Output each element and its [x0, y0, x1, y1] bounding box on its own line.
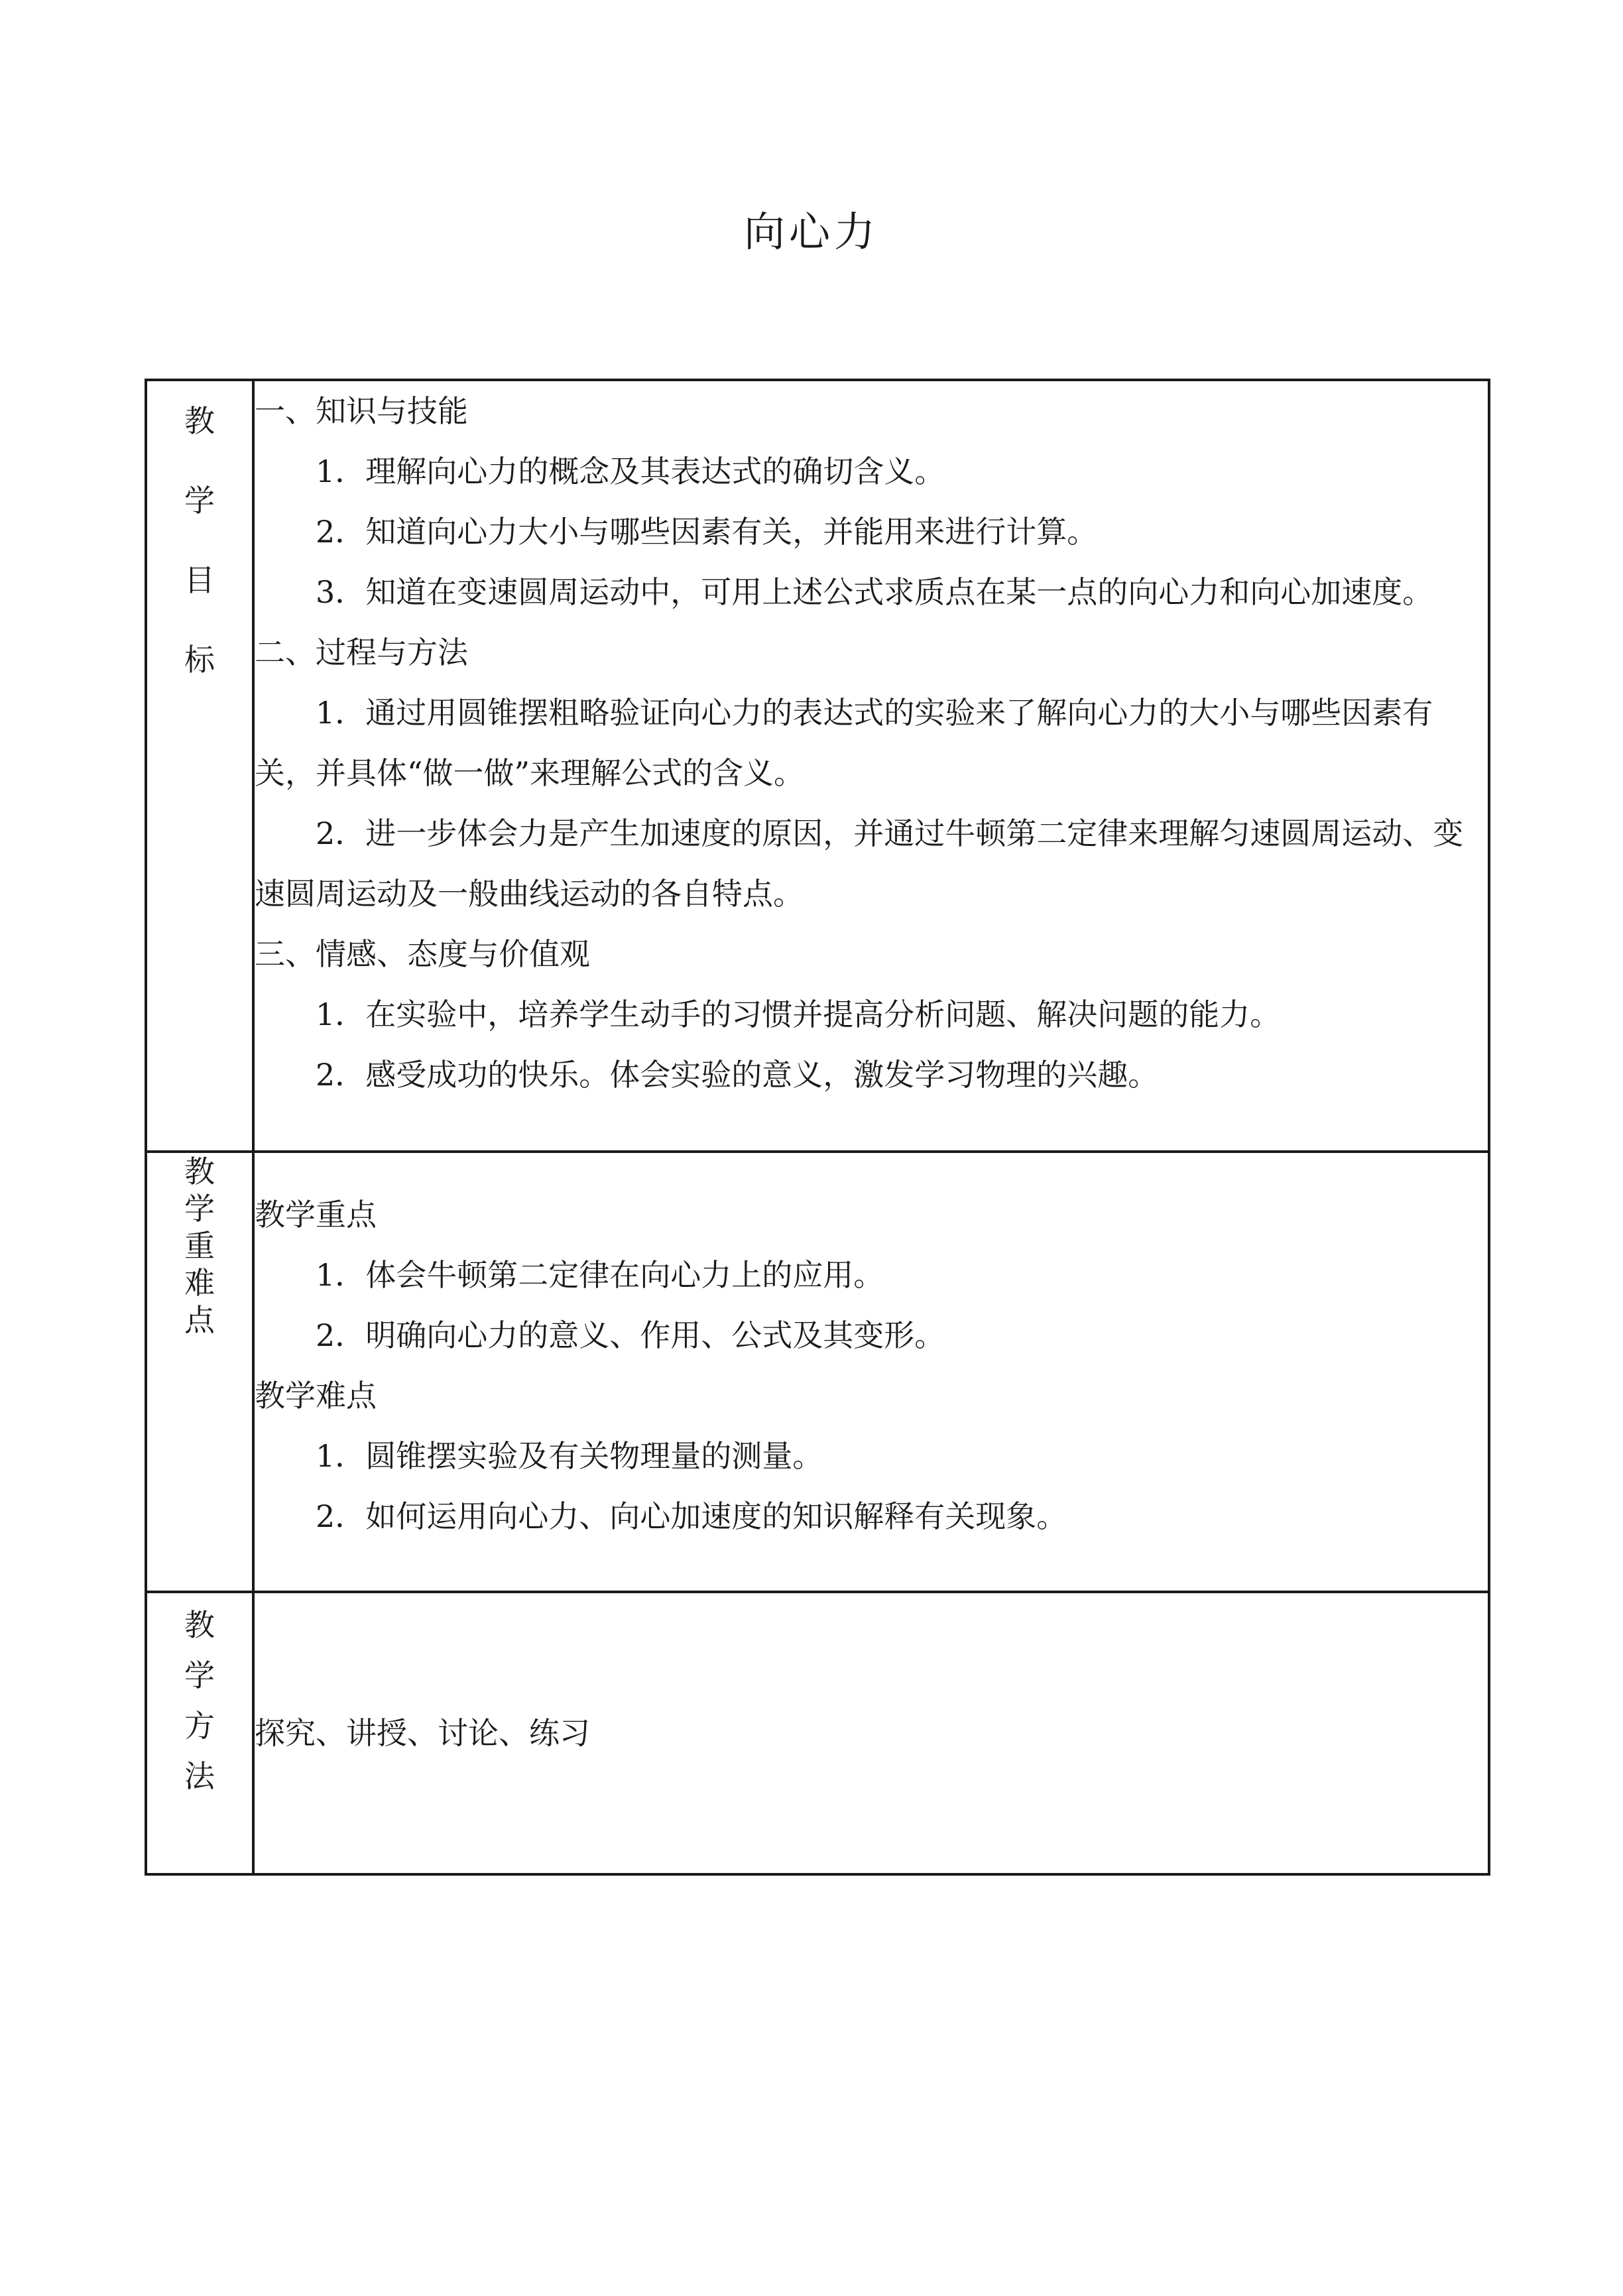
- emotion-item: 2．感受成功的快乐。体会实验的意义，激发学习物理的兴趣。: [316, 1057, 1159, 1093]
- process-item: 1．通过用圆锥摆粗略验证向心力的表达式的实验来了解向心力的大小与哪些因素有关，并具体“做一做”来理解公式的含义。: [255, 695, 1433, 791]
- focus-heading: 教学重点: [255, 1197, 377, 1233]
- difficulty-item: 2．如何运用向心力、向心加速度的知识解释有关现象。: [316, 1498, 1067, 1534]
- methods-row: [146, 1592, 1489, 1874]
- lesson-plan-table: [145, 379, 1490, 1876]
- key-points-content: [253, 1152, 1489, 1592]
- process-heading: 二、过程与方法: [255, 634, 468, 670]
- page-title: 向心力: [743, 208, 879, 256]
- methods-label: 教 学 方 法: [146, 1592, 253, 1874]
- emotion-heading: 三、情感、态度与价值观: [255, 936, 590, 972]
- objectives-label: 教 学 目 标: [146, 380, 253, 1152]
- key-points-label: 教 学 重 难 点: [146, 1152, 253, 1592]
- emotion-item: 1．在实验中，培养学生动手的习惯并提高分析问题、解决问题的能力。: [316, 997, 1281, 1032]
- objectives-row: [146, 380, 1489, 1152]
- objectives-content: [253, 380, 1489, 1152]
- methods-content: [253, 1592, 1489, 1874]
- process-item: 2．进一步体会力是产生加速度的原因，并通过牛顿第二定律来理解匀速圆周运动、变速圆周运动及一般曲线运动的各自特点。: [255, 816, 1464, 912]
- focus-item: 2．明确向心力的意义、作用、公式及其变形。: [316, 1317, 945, 1353]
- difficulty-item: 1．圆锥摆实验及有关物理量的测量。: [316, 1438, 823, 1474]
- knowledge-item: 1．理解向心力的概念及其表达式的确切含义。: [316, 453, 945, 489]
- difficulty-heading: 教学难点: [255, 1378, 377, 1414]
- knowledge-heading: 一、知识与技能: [255, 393, 468, 429]
- focus-item: 1．体会牛顿第二定律在向心力上的应用。: [316, 1257, 884, 1293]
- methods-text: 探究、讲授、讨论、练习: [255, 1715, 590, 1751]
- knowledge-item: 3．知道在变速圆周运动中，可用上述公式求质点在某一点的向心力和向心加速度。: [316, 574, 1433, 610]
- key-points-row: [146, 1152, 1489, 1592]
- knowledge-item: 2．知道向心力大小与哪些因素有关，并能用来进行计算。: [316, 514, 1098, 550]
